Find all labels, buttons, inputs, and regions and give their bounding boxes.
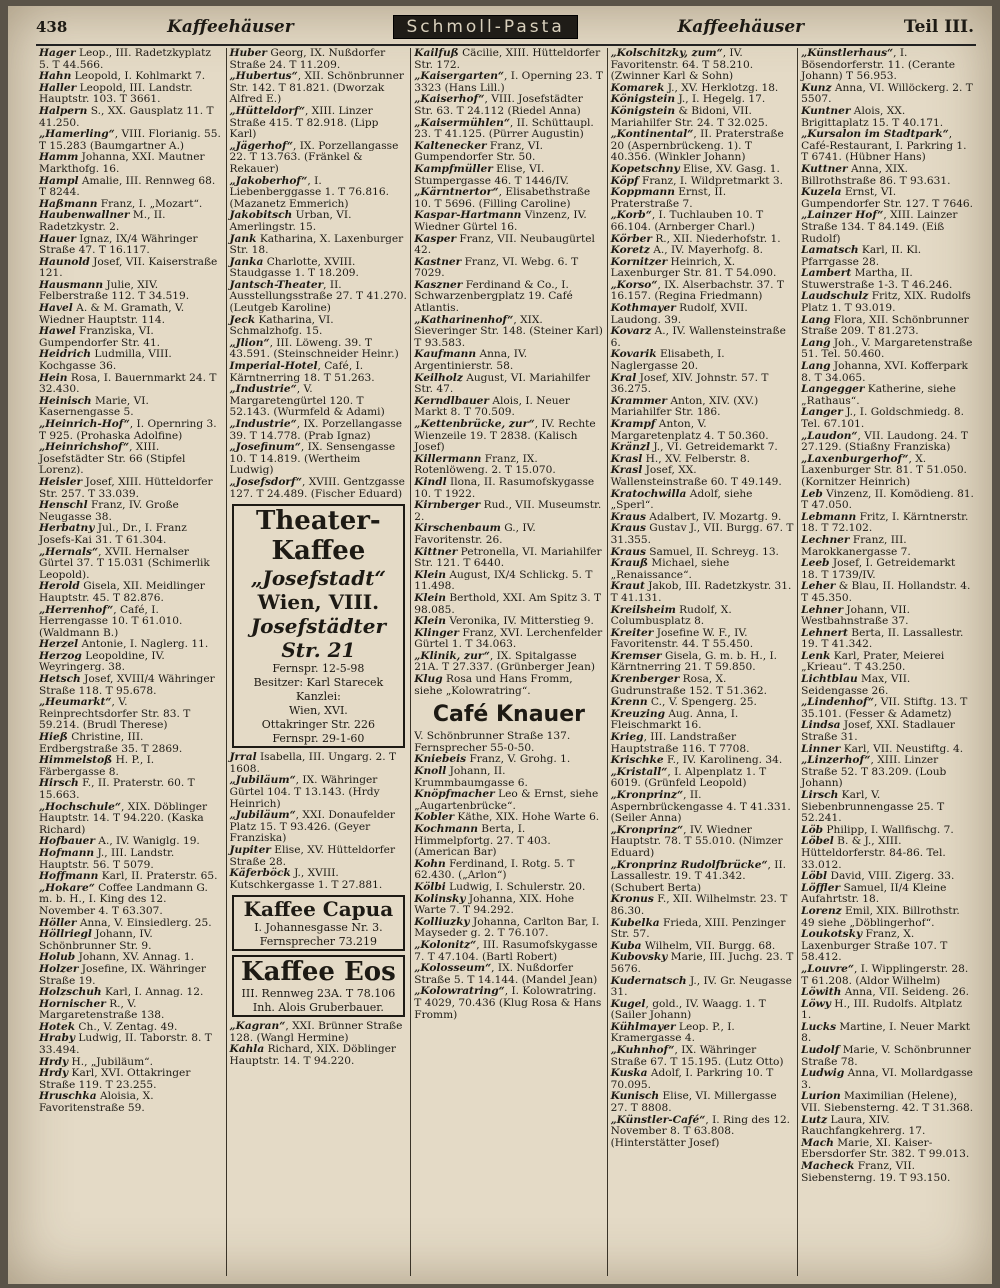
ad-office-label: Kanzlei: (295, 690, 341, 704)
directory-entry: Herzel Antonie, I. Naglerg. 11. (39, 638, 209, 651)
directory-entry: „Industrie“, V. Margaretengürtel 120. T 52.143. (Wurmfeld & Adami) (229, 383, 385, 419)
listing-columns (36, 48, 978, 1276)
left-running-title: Kaffeehäuser (167, 17, 294, 37)
ad-name: „Josefstadt“ (250, 566, 386, 591)
directory-entry: Haunold Josef, VII. Kaiserstraße 121. (39, 255, 218, 280)
directory-entry: Lenk Karl, Prater, Meierei „Krieau“. T 43.250. (801, 649, 945, 674)
directory-entry: Kolinsky Johanna, XIX. Hohe Warte 7. T 94.292. (414, 892, 575, 917)
directory-entry: Hrdy H., „Jubiläum“. (39, 1055, 153, 1068)
directory-entry: Krieg, III. Landstraßer Hauptstraße 116. T 7708. (610, 731, 750, 755)
directory-entry: Kölbi Ludwig, I. Schulerstr. 20. (414, 880, 586, 893)
directory-entry: Löffler Samuel, II/4 Kleine Aufahrtstr. 18. (801, 881, 947, 906)
directory-entry: „Künstler-Café“, I. Ring des 12. November 8. T 63.808. (Hinterstätter Josef) (610, 1113, 791, 1149)
directory-entry: „Kolschitzky, zum“, IV. Favoritenstr. 64. T 58.210. (Zwinner Karl & Sohn) (610, 48, 754, 83)
directory-entry: Lehner Johann, VII. Westbahnstraße 37. (801, 603, 910, 628)
directory-entry: Lutz Laura, XIV. Rauchfangkehrerg. 17. (801, 1113, 926, 1138)
directory-entry: Hotek Ch., V. Zentag. 49. (39, 1020, 178, 1033)
directory-entry: Kampfmüller Elise, VI. Stumpergasse 46. T 1446/IV. (414, 162, 569, 187)
directory-entry: Lucks Martine, I. Neuer Markt 8. (801, 1020, 970, 1045)
directory-entry: Königstein & Bidoni, VII. Mariahilfer Str. 24. T 32.025. (610, 104, 768, 129)
directory-entry: Kronus F., XII. Wilhelmstr. 23. T 86.30. (610, 893, 788, 917)
directory-entry: „Katharinenhof“, XIX. Sieveringer Str. 148. (Steiner Karl) T 93.583. (414, 313, 603, 349)
directory-page (8, 6, 992, 1284)
directory-entry: Kuska Adolf, I. Parkring 10. T 70.095. (610, 1067, 774, 1091)
directory-entry: Hetsch Josef, XVIII/4 Währinger Straße 118. T 95.678. (39, 673, 215, 697)
directory-entry: Koretz A., IV. Mayerhofg. 8. (610, 244, 763, 257)
ad-kaffee-capua (232, 895, 406, 951)
directory-entry: Kuzela Ernst, VI. Gumpendorfer Str. 127. T 7646. (801, 186, 974, 210)
directory-entry: „Hochschule“, XIX. Döblinger Hauptstr. 14. T 94.220. (Kaska Richard) (39, 800, 208, 836)
directory-entry: „Jubiläum“, XXI. Donaufelder Platz 15. T 93.426. (Geyer Franziska) (229, 809, 395, 845)
directory-entry: „Kärntnertor“, Elisabethstraße 10. T 5696. (Filling Caroline) (414, 186, 591, 210)
column-4 (608, 48, 799, 1276)
directory-entry: „Hamerling“, VIII. Florianig. 55. T 15.283 (Baumgartner A.) (39, 128, 221, 152)
directory-entry: Henschl Franz, IV. Große Neugasse 38. (39, 499, 179, 523)
ad-address: I. Johannesgasse Nr. 3. (254, 921, 383, 935)
column-5 (798, 48, 978, 1276)
directory-entry: Kreilsheim Rudolf, X. Columbusplatz 8. (610, 603, 732, 628)
directory-entry: Knoll Johann, II. Krummbaumgasse 6. (414, 765, 528, 789)
directory-entry: Klein August, IX/4 Schlickg. 5. T 11.498. (414, 568, 593, 593)
directory-entry: Kral Josef, XIV. Johnstr. 57. T 36.275. (610, 371, 769, 396)
directory-entry: Kugel, gold., IV. Waagg. 1. T (Sailer Johann) (610, 997, 766, 1022)
directory-entry: „Kuhnhof“, IX. Währinger Straße 67. T 15.195. (Lutz Otto) (610, 1044, 784, 1068)
directory-entry: Imperial-Hotel, Café, I. Kärntnerring 18. T 51.263. (229, 360, 375, 384)
directory-entry: „Kursalon im Stadtpark“, Café-Restaurant, I. Parkring 1. T 6741. (Hübner Hans) (801, 128, 967, 164)
directory-entry: „Kronprinz“, IV. Wiedner Hauptstr. 78. T 55.010. (Nimzer Eduard) (610, 823, 783, 859)
directory-entry: Hoffmann Karl, II. Praterstr. 65. (39, 870, 218, 883)
directory-entry: Krischke F., IV. Karolineng. 34. (610, 754, 783, 767)
directory-entry: Hofbauer A., IV. Waniglg. 19. (39, 835, 200, 848)
directory-entry: Lirsch Karl, V. Siebenbrunnengasse 25. T 52.241. (801, 789, 945, 825)
directory-entry: „Jubiläum“, IX. Währinger Gürtel 104. T 13.143. (Hrdy Heinrich) (229, 774, 380, 810)
directory-entry: Laudschulz Fritz, XIX. Rudolfs Platz 1. T 93.019. (801, 290, 971, 315)
directory-entry: Knöpfmacher Leo & Ernst, siehe „Augartenbrücke“. (414, 788, 599, 812)
directory-entry: Huber Georg, IX. Nußdorfer Straße 24. T 11.209. (229, 48, 386, 71)
directory-entry: „Kaisergarten“, I. Operning 23. T 3323 (Hans Lill.) (414, 70, 603, 94)
ad-title: Kaffee Capua (243, 897, 394, 922)
directory-entry: Hofmann J., III. Landstr. Hauptstr. 56. T 5079. (39, 846, 175, 871)
ad-title: Café Knauer (432, 702, 585, 728)
directory-entry: Klinger Franz, XVI. Lerchenfelder Gürtel 1. T 34.063. (414, 626, 603, 651)
directory-entry: Linner Karl, VII. Neustiftg. 4. (801, 742, 964, 755)
directory-entry: Lang Flora, XII. Schönbrunner Straße 209. T 81.273. (801, 313, 969, 338)
ad-office-phone: Fernspr. 29-1-60 (272, 732, 365, 746)
directory-entry: Lorenz Emil, XIX. Billrothstr. 49 siehe „Döblingerhof“. (801, 904, 960, 929)
directory-entry: Hauer Ignaz, IX/4 Währinger Straße 47. T 16.117. (39, 232, 198, 257)
directory-entry: „Heumarkt“, V. Reinprechtsdorfer Str. 83. T 59.214. (Brudl Therese) (39, 696, 191, 732)
ad-address: V. Schönbrunner Straße 137. (414, 730, 571, 743)
ad-city: Wien, VIII. (257, 590, 380, 615)
directory-entry: Kratochwilla Adolf, siehe „Sperl“. (610, 487, 753, 512)
directory-entry: „Louvre“, I. Wipplingerstr. 28. T 61.208. (Aldor Wilhelm) (801, 962, 969, 987)
directory-entry: Himmelstoß H. P., I. Färbergasse 8. (39, 754, 155, 778)
directory-entry: Kaspar-Hartmann Vinzenz, IV. Wiedner Gürtel 16. (414, 209, 587, 233)
directory-entry: Kraus Adalbert, IV. Mozartg. 9. (610, 510, 782, 523)
directory-entry: Hausmann Julie, XIV. Felberstraße 112. T 34.519. (39, 278, 190, 303)
directory-entry: Kastner Franz, VI. Webg. 6. T 7029. (414, 255, 579, 280)
directory-entry: Haßmann Franz, I. „Mozart“. (39, 197, 203, 210)
column-1 (36, 48, 227, 1276)
directory-entry: Kornitzer Heinrich, X. Laxenburger Str. 81. T 54.090. (610, 255, 777, 280)
directory-entry: Halpern S., XX. Gausplatz 11. T 41.250. (39, 104, 214, 129)
directory-entry: Koppmann Ernst, II. Praterstraße 7. (610, 186, 727, 210)
directory-entry: Jakobitsch Urban, VI. Amerlingstr. 15. (229, 209, 352, 233)
ad-street: Josefstädter Str. 21 (250, 614, 387, 663)
directory-entry: Heisler Josef, XIII. Hütteldorfer Str. 257. T 33.039. (39, 475, 213, 500)
directory-entry: „Heinrich-Hof“, I. Opernring 3. T 925. (Prohaska Adolfine) (39, 418, 217, 442)
ad-address: III. Rennweg 23A. T 78.106 (241, 987, 396, 1001)
directory-entry: Kraut Jakob, III. Radetzkystr. 31. T 41.131. (610, 580, 792, 604)
directory-entry: „Linzerhof“, XIII. Linzer Straße 52. T 83.209. (Loub Johann) (801, 754, 947, 790)
directory-entry: Kaufmann Anna, IV. Argentinierstr. 58. (414, 348, 528, 373)
directory-entry: Kremser Gisela, G. m. b. H., I. Kärntnerring 21. T 59.850. (610, 649, 777, 674)
directory-entry: Kaszner Ferdinand & Co., I. Schwarzenbergplatz 19. Café Atlantis. (414, 278, 573, 315)
directory-entry: Holzer Josefine, IX. Währinger Straße 19. (39, 962, 206, 987)
directory-entry: „Laudon“, VII. Laudong. 24. T 27.129. (Stiaßny Franziska) (801, 429, 968, 454)
directory-entry: Kudernatsch J., IV. Gr. Neugasse 31. (610, 974, 792, 999)
directory-entry: „Laxenburgerhof“, X. Laxenburger Str. 81. T 51.050. (Kornitzer Heinrich) (801, 452, 967, 488)
directory-entry: Kränzl J., VI. Getreidemarkt 7. (610, 441, 778, 454)
directory-entry: Kochmann Berta, I. Himmelpfortg. 27. T 403. (American Bar) (414, 823, 551, 859)
directory-entry: „Industrie“, IX. Porzellangasse 39. T 14.778. (Prab Ignaz) (229, 418, 403, 442)
ad-theater-kaffee-josefstadt (232, 504, 406, 748)
directory-entry: Lichtblau Max, VII. Seidengasse 26. (801, 673, 911, 697)
directory-entry: Ludwig Anna, VI. Mollardgasse 3. (801, 1067, 973, 1091)
directory-entry: Lamatsch Karl, II. Kl. Pfarrgasse 28. (801, 244, 922, 268)
directory-entry: Herzog Leopoldine, IV. Weyringerg. 38. (39, 649, 165, 674)
directory-entry: „Künstlerhaus“, I. Bösendorferstr. 11. (Cerante Johann) T 56.953. (801, 48, 956, 83)
directory-entry: Kailfuß Cäcilie, XIII. Hütteldorfer Str. 172. (414, 48, 601, 71)
ad-phone: Fernsprecher 55-0-50. (414, 741, 535, 754)
directory-entry: Leher & Blau, II. Hollandstr. 4. T 45.350. (801, 580, 971, 604)
ad-title: Kaffee Eos (241, 957, 396, 988)
directory-entry: Kraus Samuel, II. Schreyg. 13. (610, 545, 779, 558)
directory-entry: Hager Leop., III. Radetzkyplatz 5. T 44.566. (39, 48, 211, 71)
directory-entry: Jank Katharina, X. Laxenburger Str. 18. (229, 232, 404, 257)
directory-entry: Haller Leopold, III. Landstr. Hauptstr. 103. T 3661. (39, 81, 193, 106)
directory-entry: „Josefinum“, IX. Sensengasse 10. T 14.819. (Wertheim Ludwig) (229, 441, 396, 477)
directory-entry: Löwy H., III. Rudolfs. Altplatz 1. (801, 997, 962, 1022)
directory-entry: Klein Veronika, IV. Mitterstieg 9. (414, 615, 594, 628)
directory-entry: „Kristall“, I. Alpenplatz 1. T 6019. (Grünfeld Leopold) (610, 765, 767, 790)
directory-entry: „Jägerhof“, IX. Porzellangasse 22. T 13.763. (Fränkel & Rekauer) (229, 139, 399, 175)
directory-entry: Krenn C., V. Spengerg. 25. (610, 696, 757, 709)
directory-entry: Kubelka Frieda, XIII. Penzinger Str. 57. (610, 916, 786, 941)
directory-entry: Kirnberger Rud., VII. Museumstr. 2. (414, 499, 602, 523)
directory-entry: Lehnert Berta, II. Lassallestr. 19. T 41.342. (801, 626, 964, 651)
directory-entry: Hieß Christine, III. Erdbergstraße 35. T 2869. (39, 731, 183, 755)
directory-entry: Lambert Martha, II. Stuwerstraße 1-3. T 46.246. (801, 267, 953, 291)
directory-entry: Kittner Petronella, VI. Mariahilfer Str. 121. T 6440. (414, 545, 602, 570)
directory-entry: „Kaiserhof“, VIII. Josefstädter Str. 63. T 24.112 (Riedel Anna) (414, 93, 583, 117)
advertising-banner: Schmoll-Pasta (393, 15, 577, 39)
directory-entry: Komarek J., XV. Herklotzg. 18. (610, 81, 779, 94)
directory-entry: Langer J., I. Goldschmiedg. 8. Tel. 67.101. (801, 406, 964, 430)
directory-entry: Kunisch Elise, VI. Millergasse 27. T 8808. (610, 1090, 777, 1115)
directory-entry: Hrdy Karl, XVI. Ottakringer Straße 119. T 23.255. (39, 1067, 191, 1091)
ad-title: Theater-Kaffee (256, 506, 381, 567)
directory-entry: Krauß Michael, siehe „Renaissance“. (610, 557, 730, 581)
directory-entry: Kühlmayer Leop. P., I. Kramergasse 4. (610, 1020, 735, 1045)
directory-entry: Lechner Franz, III. Marokkanergasse 7. (801, 533, 911, 558)
directory-entry: Kuba Wilhelm, VII. Burgg. 68. (610, 939, 776, 952)
directory-entry: Lang Joh., V. Margaretenstraße 51. Tel. 50.460. (801, 336, 973, 361)
directory-entry: Hein Rosa, I. Bauernmarkt 24. T 32.430. (39, 371, 217, 396)
directory-entry: Jrral Isabella, III. Ungarg. 2. T 1608. (229, 751, 397, 775)
ad-phone: Fernspr. 12-5-98 (272, 662, 365, 676)
directory-entry: Leeb Josef, I. Getreidemarkt 18. T 1739/IV. (801, 557, 956, 581)
directory-entry: Kohn Ferdinand, I. Rotg. 5. T 62.430. („Arlon“) (414, 857, 575, 882)
directory-entry: Köpf Franz, I. Wildpretmarkt 3. (610, 174, 783, 187)
directory-entry: „Lainzer Hof“, XIII. Lainzer Straße 134. T 84.149. (Eiß Rudolf) (801, 209, 958, 245)
directory-entry: Mach Marie, XI. Kaiser-Ebersdorfer Str. 382. T 99.013. (801, 1136, 970, 1161)
directory-entry: „Kolowratring“, I. Kolowratring. T 4029, 70.436 (Klug Rosa & Hans Fromm) (414, 985, 602, 1021)
directory-entry: „Kronprinz“, II. Aspernbrückengasse 4. T 41.331. (Seiler Anna) (610, 789, 791, 825)
directory-entry: Kreiter Josefine W. F., IV. Favoritenstr. 44. T 55.450. (610, 626, 754, 651)
directory-entry: „Kolonitz“, III. Rasumofskygasse 7. T 47.104. (Bartl Robert) (414, 938, 598, 963)
directory-entry: „Jakoberhof“, I. Liebenberggasse 1. T 76.816. (Mazanetz Emmerich) (229, 174, 389, 210)
directory-entry: Klein Berthold, XXI. Am Spitz 3. T 98.085. (414, 591, 602, 616)
directory-entry: Kuttner Anna, XIX. Billrothstraße 86. T 93.631. (801, 162, 951, 187)
directory-entry: „Kettenbrücke, zur“, IV. Rechte Wienzeile 19. T 2838. (Kalisch Josef) (414, 418, 596, 454)
directory-entry: Janka Charlotte, XVIII. Staudgasse 1. T 18.209. (229, 255, 359, 280)
directory-entry: „Kagran“, XXI. Brünner Straße 128. (Wangl Hermine) (229, 1020, 403, 1044)
directory-entry: Kovarz A., IV. Wallensteinstraße 6. (610, 325, 786, 349)
directory-entry: Jantsch-Theater, II. Ausstellungsstraße 27. T 41.270. (Leutgeb Karoline) (229, 278, 407, 315)
directory-entry: Langegger Katherine, siehe „Rathaus“. (801, 383, 956, 407)
page-header (36, 12, 974, 42)
directory-entry: Kovarik Elisabeth, I. Naglergasse 20. (610, 348, 725, 373)
column-2 (227, 48, 412, 1276)
directory-entry: Kerndlbauer Alois, I. Neuer Markt 8. T 70.509. (414, 394, 570, 419)
directory-entry: Hampl Amalie, III. Rennweg 68. T 8244. (39, 174, 216, 199)
right-running-title: Kaffeehäuser (677, 17, 805, 37)
directory-entry: Holzschuh Karl, I. Annag. 12. (39, 986, 204, 999)
directory-entry: Löwith Anna, VII. Seideng. 26. (801, 986, 970, 999)
directory-entry: Körber R., XII. Niederhofstr. 1. (610, 232, 781, 245)
directory-entry: Käferböck J., XVIII. Kutschkergasse 1. T 27.881. (229, 867, 383, 891)
directory-entry: „Kronprinz Rudolfbrücke“, II. Lassallestr. 19. T 41.342. (Schubert Berta) (610, 858, 787, 894)
directory-entry: Krampf Anton, V. Margaretenplatz 4. T 50.360. (610, 418, 769, 442)
directory-entry: Kahla Richard, XIX. Döblinger Hauptstr. 14. T 94.220. (229, 1043, 396, 1068)
directory-entry: Krammer Anton, XIV. (XV.) Mariahilfer Str. 186. (610, 394, 759, 419)
directory-entry: Herbatny Jul., Dr., I. Franz Josefs-Kai 31. T 61.304. (39, 522, 187, 546)
directory-entry: Hraby Ludwig, II. Taborstr. 8. T 33.494. (39, 1032, 212, 1057)
directory-entry: Jupiter Elise, XV. Hütteldorfer Straße 28. (229, 843, 396, 868)
ad-owner: Besitzer: Karl Starecek (253, 676, 384, 690)
directory-entry: „Kontinental“, II. Praterstraße 20 (Aspernbrückeng. 1). T 40.356. (Winkler Johann) (610, 128, 784, 164)
column-3 (411, 48, 607, 1276)
directory-entry: Kirschenbaum G., IV. Favoritenstr. 26. (414, 522, 536, 546)
directory-entry: „Kaisermühlen“, II. Schüttaupl. 23. T 41.125. (Pürrer Augustin) (414, 116, 594, 141)
directory-entry: Kraus Gustav J., VII. Burgg. 67. T 31.355. (610, 522, 794, 546)
directory-entry: Lindsa Josef, XXI. Stadlauer Straße 31. (801, 719, 955, 744)
directory-entry: Kreuzing Aug. Anna, I. Fleischmarkt 16. (610, 707, 739, 732)
directory-entry: Heinisch Marie, VI. Kasernengasse 5. (39, 394, 149, 419)
directory-entry: Kothmayer Rudolf, XVII. Laudong. 39. (610, 302, 748, 326)
directory-entry: Löb Philipp, I. Wallfischg. 7. (801, 823, 954, 836)
directory-entry: „Jlion“, III. Löweng. 39. T 43.591. (Steinschneider Heinr.) (229, 336, 399, 361)
directory-entry: Kunz Anna, VI. Willöckerg. 2. T 5507. (801, 81, 973, 106)
directory-entry: Kobler Käthe, XIX. Hohe Warte 6. (414, 811, 600, 824)
directory-entry: Heidrich Ludmilla, VIII. Kochgasse 36. (39, 348, 172, 373)
header-rule (36, 44, 976, 46)
directory-entry: „Hokare“ Coffee Landmann G. m. b. H., I. King des 12. November 4. T 63.307. (39, 881, 208, 917)
directory-entry: Kaltenecker Franz, VI. Gumpendorfer Str. 50. (414, 139, 544, 164)
directory-entry: „Hubertus“, XII. Schönbrunner Str. 142. T 81.821. (Dworzak Alfred E.) (229, 70, 404, 106)
ad-kaffee-eos (232, 955, 406, 1017)
directory-entry: Kuntner Alois, XX. Brigittaplatz 15. T 40.171. (801, 104, 944, 129)
directory-entry: „Heinrichshof“, XIII. Josefstädter Str. 66 (Stipfel Lorenz). (39, 441, 186, 477)
directory-entry: Krasl Josef, XX. Wallensteinstraße 60. T 49.149. (610, 464, 782, 488)
directory-entry: Hawel Franziska, VI. Gumpendorfer Str. 41. (39, 325, 161, 349)
part-label: Teil III. (903, 17, 974, 37)
directory-entry: Lebmann Fritz, I. Kärntnerstr. 18. T 72.102. (801, 510, 969, 535)
directory-entry: Löbl David, VIII. Zigerg. 33. (801, 870, 955, 883)
directory-entry: Hornischer R., V. Margaretenstraße 138. (39, 997, 165, 1022)
ad-office-city: Wien, XVI. (288, 704, 348, 718)
directory-entry: Krasl H., XV. Felberstr. 8. (610, 452, 751, 465)
ad-owner: Inh. Alois Gruberbauer. (252, 1001, 384, 1015)
directory-entry: Holub Johann, XV. Annag. 1. (39, 951, 195, 964)
directory-entry: Hruschka Aloisia, X. Favoritenstraße 59. (39, 1090, 154, 1115)
directory-entry: Krenberger Rosa, X. Gudrunstraße 152. T 51.362. (610, 673, 767, 697)
directory-entry: Höller Anna, V. Einsiedlerg. 25. (39, 916, 212, 929)
directory-entry: Keilholz August, VI. Mariahilfer Str. 47. (414, 371, 591, 396)
directory-entry: „Josefsdorf“, XVIII. Gentzgasse 127. T 24.489. (Fischer Eduard) (229, 475, 405, 500)
directory-entry: Kolliuzky Johanna, Carlton Bar, I. Mayseder g. 2. T 76.107. (414, 915, 600, 940)
directory-entry: Leb Vinzenz, II. Komödieng. 81. T 47.050. (801, 487, 974, 512)
directory-entry: Königstein J., I. Hegelg. 17. (610, 93, 766, 106)
directory-entry: „Kolosseum“, IX. Nußdorfer Straße 5. T 14.144. (Mandel Jean) (414, 962, 598, 986)
directory-entry: Kindl Ilona, II. Rasumofskygasse 10. T 1922. (414, 475, 595, 500)
directory-entry: Kasper Franz, VII. Neubaugürtel 42. (414, 232, 595, 257)
directory-entry: Löbel B. & J., XIII. Hütteldorferstr. 84-86. Tel. 33.012. (801, 835, 946, 871)
directory-entry: Hahn Leopold, I. Kohlmarkt 7. (39, 70, 206, 83)
directory-entry: Killermann Franz, IX. Rotenlöweng. 2. T 15.070. (414, 452, 556, 477)
directory-entry: Höllriegl Johann, IV. Schönbrunner Str. 9. (39, 928, 153, 952)
directory-entry: Klug Rosa und Hans Fromm, siehe „Kolowratring“. (414, 673, 573, 697)
directory-entry: Havel A. & M. Gramath, V. Wiedner Hauptstr. 114. (39, 302, 185, 326)
directory-entry: „Herrenhof“, Café, I. Herrengasse 10. T 61.010. (Waldmann B.) (39, 603, 183, 639)
ad-office-street: Ottakringer Str. 226 (261, 718, 376, 732)
directory-entry: Lurion Maximilian (Helene), VII. Siebensterng. 42. T 31.368. (801, 1090, 974, 1115)
directory-entry: „Hernals“, XVII. Hernalser Gürtel 37. T 15.031 (Schimerlik Leopold). (39, 545, 210, 581)
ad-phone: Fernsprecher 73.219 (259, 935, 378, 949)
directory-entry: „Lindenhof“, VII. Stiftg. 13. T 35.101. (Fesser & Adametz) (801, 696, 968, 720)
directory-entry: Hamm Johanna, XXI. Mautner Markthofg. 16. (39, 151, 205, 175)
directory-entry: „Korso“, IX. Alserbachstr. 37. T 16.157. (Regina Friedmann) (610, 278, 784, 303)
directory-entry: Ludolf Marie, V. Schönbrunner Straße 78. (801, 1044, 971, 1068)
directory-entry: Herold Gisela, XII. Meidlinger Hauptstr. 45. T 82.876. (39, 580, 205, 604)
directory-entry: Hirsch F., II. Praterstr. 60. T 15.663. (39, 777, 195, 801)
page-number: 438 (36, 18, 68, 36)
directory-entry: „Korb“, I. Tuchlauben 10. T 66.104. (Arnberger Charl.) (610, 209, 764, 233)
directory-entry: Kubovsky Marie, III. Juchg. 23. T 5676. (610, 951, 794, 975)
directory-entry: Loukotsky Franz, X. Laxenburger Straße 107. T 58.412. (801, 928, 948, 964)
directory-entry: Macheck Franz, VII. Siebensterng. 19. T 93.150. (801, 1160, 951, 1184)
directory-entry: Jeck Katharina, VI. Schmalzhofg. 15. (229, 313, 334, 338)
directory-entry: Haubenwallner M., II. Radetzkystr. 2. (39, 209, 166, 233)
directory-entry: „Klinik, zur“, IX. Spitalgasse 21A. T 27.337. (Grünberger Jean) (414, 649, 596, 674)
directory-entry: Lang Johanna, XVI. Kofferpark 8. T 34.065. (801, 360, 968, 384)
directory-entry: „Hütteldorf“, XIII. Linzer Straße 415. T 82.918. (Lipp Karl) (229, 104, 379, 141)
directory-entry: Kopetschny Elise, XV. Gasg. 1. (610, 162, 780, 175)
directory-entry: Kniebeis Franz, V. Grohg. 1. (414, 753, 571, 766)
ad-cafe-knauer (414, 701, 603, 754)
